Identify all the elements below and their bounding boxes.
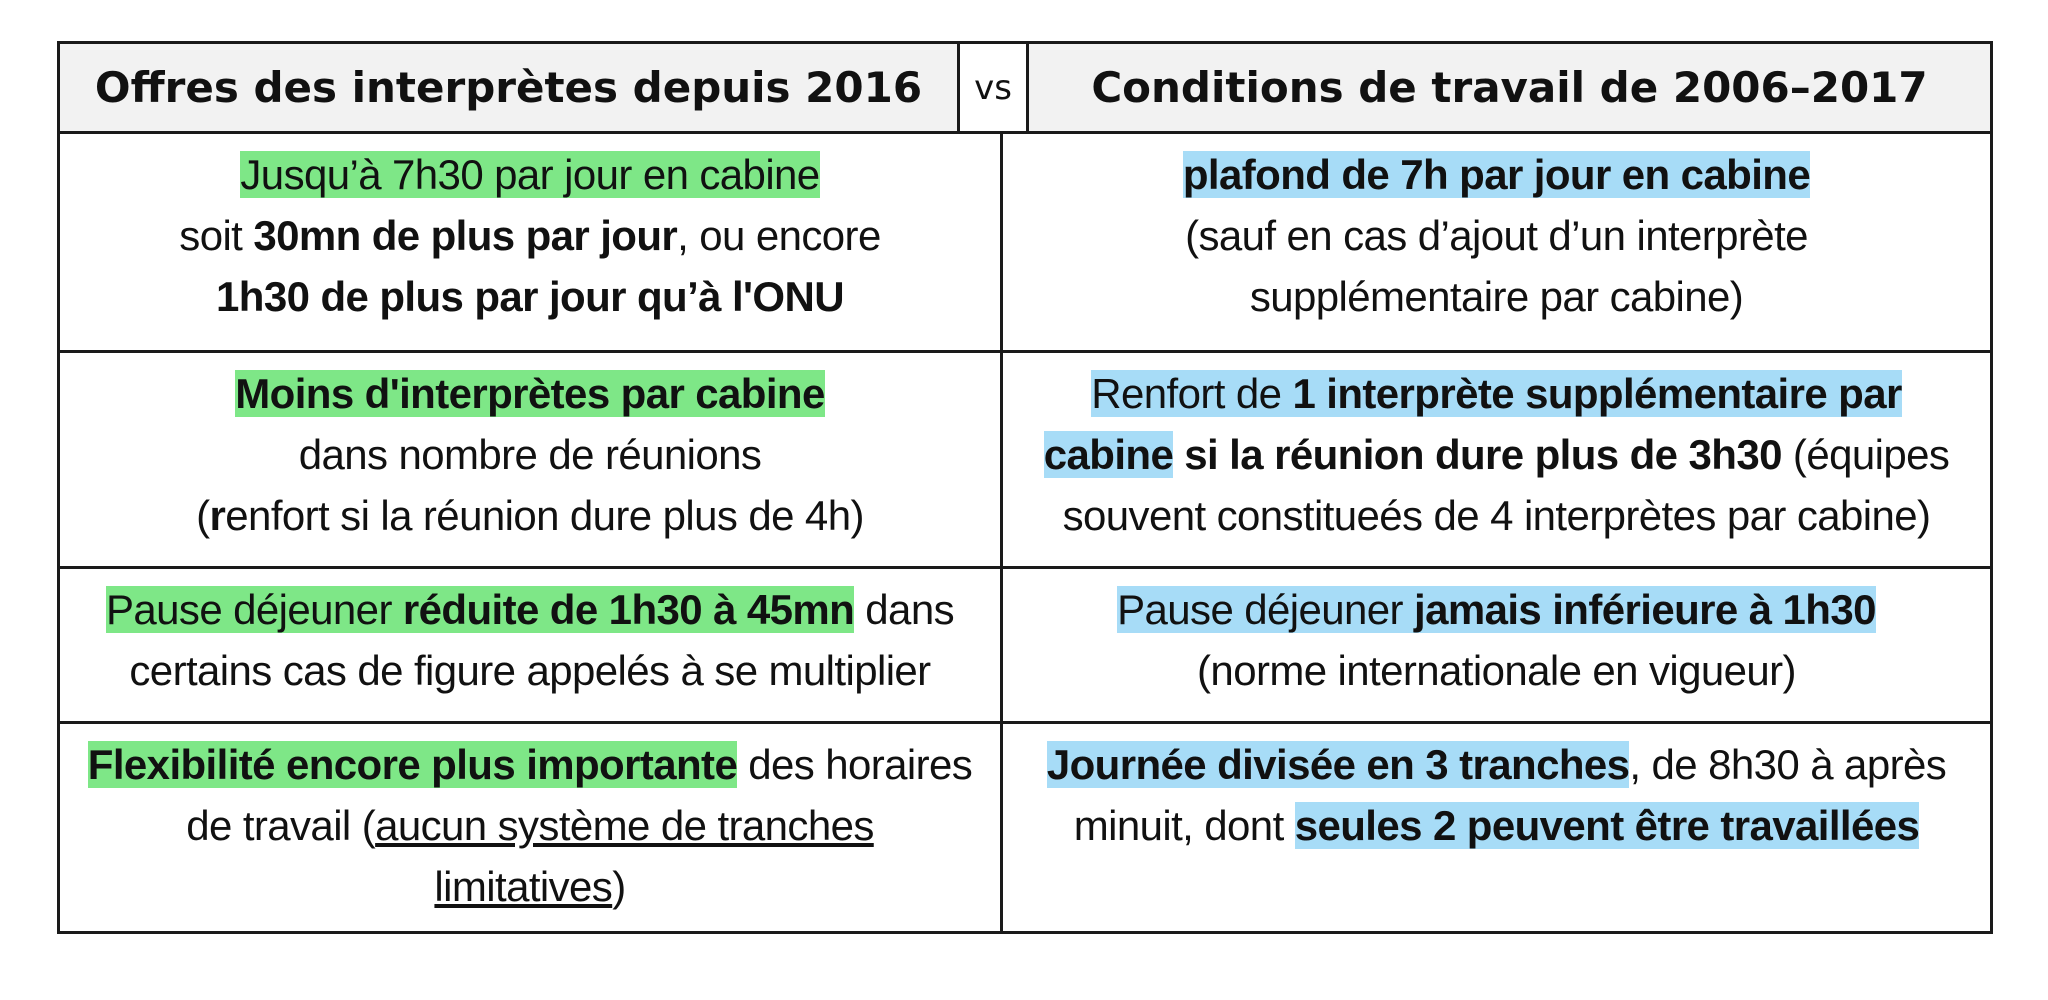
cell-line: certains cas de figure appelés à se multiplier — [129, 647, 931, 694]
blue-highlight — [1091, 370, 1901, 417]
cell-line — [179, 205, 880, 266]
text-segment: des horaires — [737, 741, 973, 788]
cell-line — [216, 266, 844, 327]
bold-text: jamais inférieure à 1h30 — [1414, 586, 1876, 633]
table-row — [60, 134, 1990, 353]
bold-text: r — [209, 492, 226, 539]
cell-line — [1074, 795, 1920, 856]
condition-cell — [1000, 353, 1990, 566]
green-highlight: Moins d'interprètes par cabine — [235, 370, 825, 417]
text-segment: , ou encore — [677, 212, 881, 259]
table-row — [60, 724, 1990, 931]
cell-line: dans nombre de réunions — [298, 431, 762, 478]
offer-cell — [60, 353, 1000, 566]
cell-line — [235, 363, 824, 424]
cell-line — [1091, 363, 1901, 424]
blue-highlight: Journée divisée en 3 tranches — [1046, 741, 1630, 788]
cell-line — [1117, 579, 1876, 640]
text-segment: minuit, dont — [1073, 802, 1295, 849]
offer-cell — [60, 134, 1000, 350]
blue-highlight: plafond de 7h par jour en cabine — [1182, 151, 1811, 198]
bold-text: 30mn de plus par jour — [253, 212, 678, 259]
cell-line — [1047, 734, 1946, 795]
bold-text: 1h30 de plus par jour qu’à l'ONU — [216, 273, 844, 320]
cell-line — [196, 485, 864, 546]
text-segment: ( — [196, 492, 210, 539]
cell-line: souvent constitueés de 4 interprètes par cabine) — [1062, 492, 1931, 539]
cell-line: (norme internationale en vigueur) — [1197, 647, 1796, 694]
cell-line — [88, 734, 972, 795]
cell-line: supplémentaire par cabine) — [1249, 273, 1744, 320]
cell-line — [106, 579, 954, 640]
text-segment: (équipes — [1781, 431, 1950, 478]
cell-line — [434, 856, 625, 917]
text-segment: soit — [179, 212, 254, 259]
text-segment: Pause déjeuner — [106, 586, 403, 633]
cell-line — [186, 795, 874, 856]
table-header — [60, 44, 1990, 134]
text-segment: enfort si la réunion dure plus de 4h) — [225, 492, 864, 539]
text-segment: Renfort de — [1091, 370, 1293, 417]
text-segment: Pause déjeuner — [1117, 586, 1415, 633]
header-vs-label: vs — [957, 44, 1029, 131]
underlined-text: aucun système de tranches — [375, 802, 874, 849]
bold-text: si la réunion dure plus de 3h30 — [1173, 431, 1782, 478]
blue-highlight: cabine — [1043, 431, 1174, 478]
green-highlight: Flexibilité encore plus importante — [87, 741, 738, 788]
cell-line — [240, 144, 819, 205]
green-highlight — [106, 586, 854, 633]
cell-line — [1044, 424, 1950, 485]
cell-line — [1183, 144, 1810, 205]
blue-highlight: seules 2 peuvent être travaillées — [1294, 802, 1920, 849]
text-segment: , de 8h30 à après — [1629, 741, 1947, 788]
header-right-title: Conditions de travail de 2006–2017 — [1091, 63, 1928, 112]
header-left-title: Offres des interprètes depuis 2016 — [94, 63, 923, 112]
table-row — [60, 569, 1990, 724]
offer-cell — [60, 569, 1000, 721]
condition-cell — [1000, 569, 1990, 721]
cell-line: (sauf en cas d’ajout d’un interprète — [1185, 212, 1808, 259]
offer-cell — [60, 724, 1000, 931]
table-row — [60, 353, 1990, 569]
text-segment: ) — [612, 863, 626, 910]
blue-highlight — [1117, 586, 1876, 633]
bold-text: réduite de 1h30 à 45mn — [402, 586, 855, 633]
text-segment: de travail ( — [186, 802, 376, 849]
text-segment: dans — [854, 586, 954, 633]
condition-cell — [1000, 724, 1990, 931]
bold-text: 1 interprète supplémentaire par — [1292, 370, 1902, 417]
underlined-text: limitatives — [434, 863, 613, 910]
green-highlight: Jusqu’à 7h30 par jour en cabine — [240, 151, 820, 198]
comparison-table — [57, 41, 1993, 934]
condition-cell — [1000, 134, 1990, 350]
